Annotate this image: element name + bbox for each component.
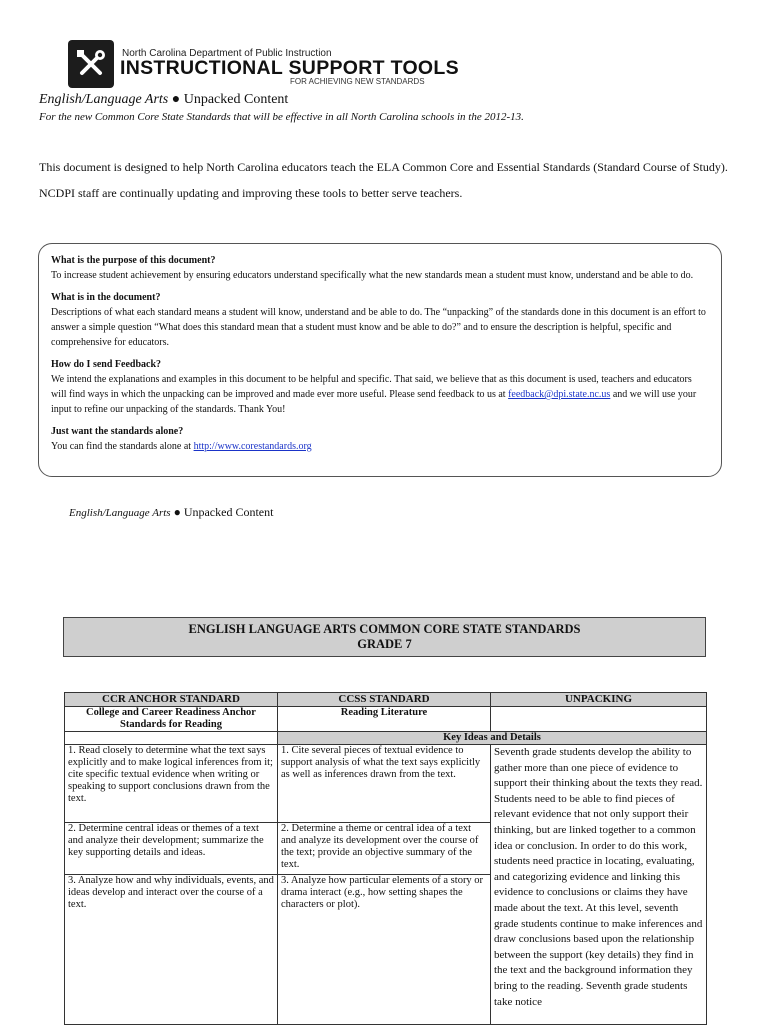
faq-answer-purpose: To increase student achievement by ensuring educators understand specifically what the new standards mean a student must know, understand and be able to do. bbox=[51, 270, 694, 281]
ccss-standard-3: 3. Analyze how particular elements of a story or drama interact (e.g., how setting shapes the characters or plot). bbox=[278, 875, 491, 1025]
ccr-standard-2: 2. Determine central ideas or themes of a text and analyze their development; summarize the key supporting details and ideas. bbox=[65, 823, 278, 875]
logo-title: INSTRUCTIONAL SUPPORT TOOLS bbox=[120, 57, 459, 79]
tools-icon bbox=[68, 40, 114, 88]
subheader-ccss: Reading Literature bbox=[278, 707, 491, 732]
feedback-text-post: and we will use your input to refine our unpacking of the standards. Thank You! bbox=[51, 389, 697, 415]
grade-label: GRADE 7 bbox=[357, 637, 412, 651]
faq-answer-content: Descriptions of what each standard means a student will know, understand and be able to do. The “unpacking” of the standards done in this document is an effort to answer a simple question “What does this standard mean that a student must know and be able to do?” and to ensure the description is helpful, specific and comprehensive for educators. bbox=[51, 307, 706, 348]
ccr-standard-1: 1. Read closely to determine what the text says explicitly and to make logical inferences from it; cite specific textual evidence when writing or speaking to support conclusions drawn from the text. bbox=[65, 745, 278, 823]
standards-table bbox=[64, 692, 707, 1025]
subject-label: English/Language Arts bbox=[39, 92, 169, 107]
feedback-text-pre: We intend the explanations and examples in this document to be helpful and specific. That said, we believe that as this document is used, teachers and educators will find ways in which the unpacking can be improved and made ever more useful. Please send feedback to us at bbox=[51, 374, 692, 400]
intro-line-1: This document is designed to help North Carolina educators teach the ELA Common Core and Essential Standards (Standard Course of Study). bbox=[39, 160, 728, 174]
unpacking-text: Seventh grade students develop the ability to gather more than one piece of evidence to support their thinking about the texts they read. Students need to be able to find pieces of relevant evidence that not only support their thinking, but are linked together to a common idea or conclusion. In order to do this work, students need practice in locating, evaluating, and categorizing evidence and linking this evidence to conclusions or claims they have made about the text. At this level, seventh grade students continue to make inferences and draw conclusions based upon the relationship between the support (key details) they find in the text and the background information they bring to the reading. Seventh grade students take notice bbox=[491, 745, 707, 1025]
subheader-unpacking bbox=[491, 707, 707, 732]
ncdpi-logo bbox=[68, 40, 468, 92]
document-header bbox=[39, 92, 288, 108]
bullet-glyph: ● bbox=[171, 92, 181, 107]
section-spacer bbox=[65, 732, 278, 745]
faq-answer-feedback bbox=[51, 372, 709, 417]
ccss-standard-2: 2. Determine a theme or central idea of a text and analyze its development over the course of the text; provide an objective summary of the text. bbox=[278, 823, 491, 875]
table-subheader-row bbox=[65, 707, 707, 732]
effective-note: For the new Common Core State Standards that will be effective in all North Carolina schools in the 2012-13. bbox=[39, 111, 524, 123]
bullet-glyph-2: ● bbox=[173, 505, 181, 519]
section-label: Key Ideas and Details bbox=[278, 732, 707, 745]
content-label: Unpacked Content bbox=[183, 92, 289, 107]
standards-title: ENGLISH LANGUAGE ARTS COMMON CORE STATE STANDARDS bbox=[188, 622, 581, 636]
faq-answer-standards bbox=[51, 439, 709, 454]
logo-dept: North Carolina Department of Public Instruction bbox=[122, 48, 332, 59]
subject-label-2: English/Language Arts bbox=[69, 507, 171, 519]
faq-question-content: What is in the document? bbox=[51, 292, 161, 303]
faq-box bbox=[38, 243, 722, 477]
logo-subtitle: FOR ACHIEVING NEW STANDARDS bbox=[290, 77, 425, 86]
ccr-standard-3: 3. Analyze how and why individuals, events, and ideas develop and interact over the course of a text. bbox=[65, 875, 278, 1025]
col-header-ccss: CCSS STANDARD bbox=[278, 693, 491, 707]
faq-question-purpose: What is the purpose of this document? bbox=[51, 255, 216, 266]
ccss-standard-1: 1. Cite several pieces of textual evidence to support analysis of what the text says explicitly as well as inferences drawn from the text. bbox=[278, 745, 491, 823]
feedback-email-link[interactable]: feedback@dpi.state.nc.us bbox=[508, 389, 611, 400]
col-header-ccr: CCR ANCHOR STANDARD bbox=[65, 693, 278, 707]
table-header-row bbox=[65, 693, 707, 707]
col-header-unpacking: UNPACKING bbox=[491, 693, 707, 707]
section-row bbox=[65, 732, 707, 745]
content-label-2: Unpacked Content bbox=[183, 505, 274, 519]
standards-text-pre: You can find the standards alone at bbox=[51, 441, 194, 452]
faq-question-standards: Just want the standards alone? bbox=[51, 426, 184, 437]
standards-title-box bbox=[63, 617, 706, 657]
subheader-ccr: College and Career Readiness Anchor Standards for Reading bbox=[65, 707, 278, 732]
corestandards-link[interactable]: http://www.corestandards.org bbox=[193, 441, 312, 452]
faq-question-feedback: How do I send Feedback? bbox=[51, 359, 162, 370]
table-row bbox=[65, 745, 707, 823]
page-header-2 bbox=[69, 505, 273, 520]
intro-line-2: NCDPI staff are continually updating and improving these tools to better serve teachers. bbox=[39, 186, 463, 200]
